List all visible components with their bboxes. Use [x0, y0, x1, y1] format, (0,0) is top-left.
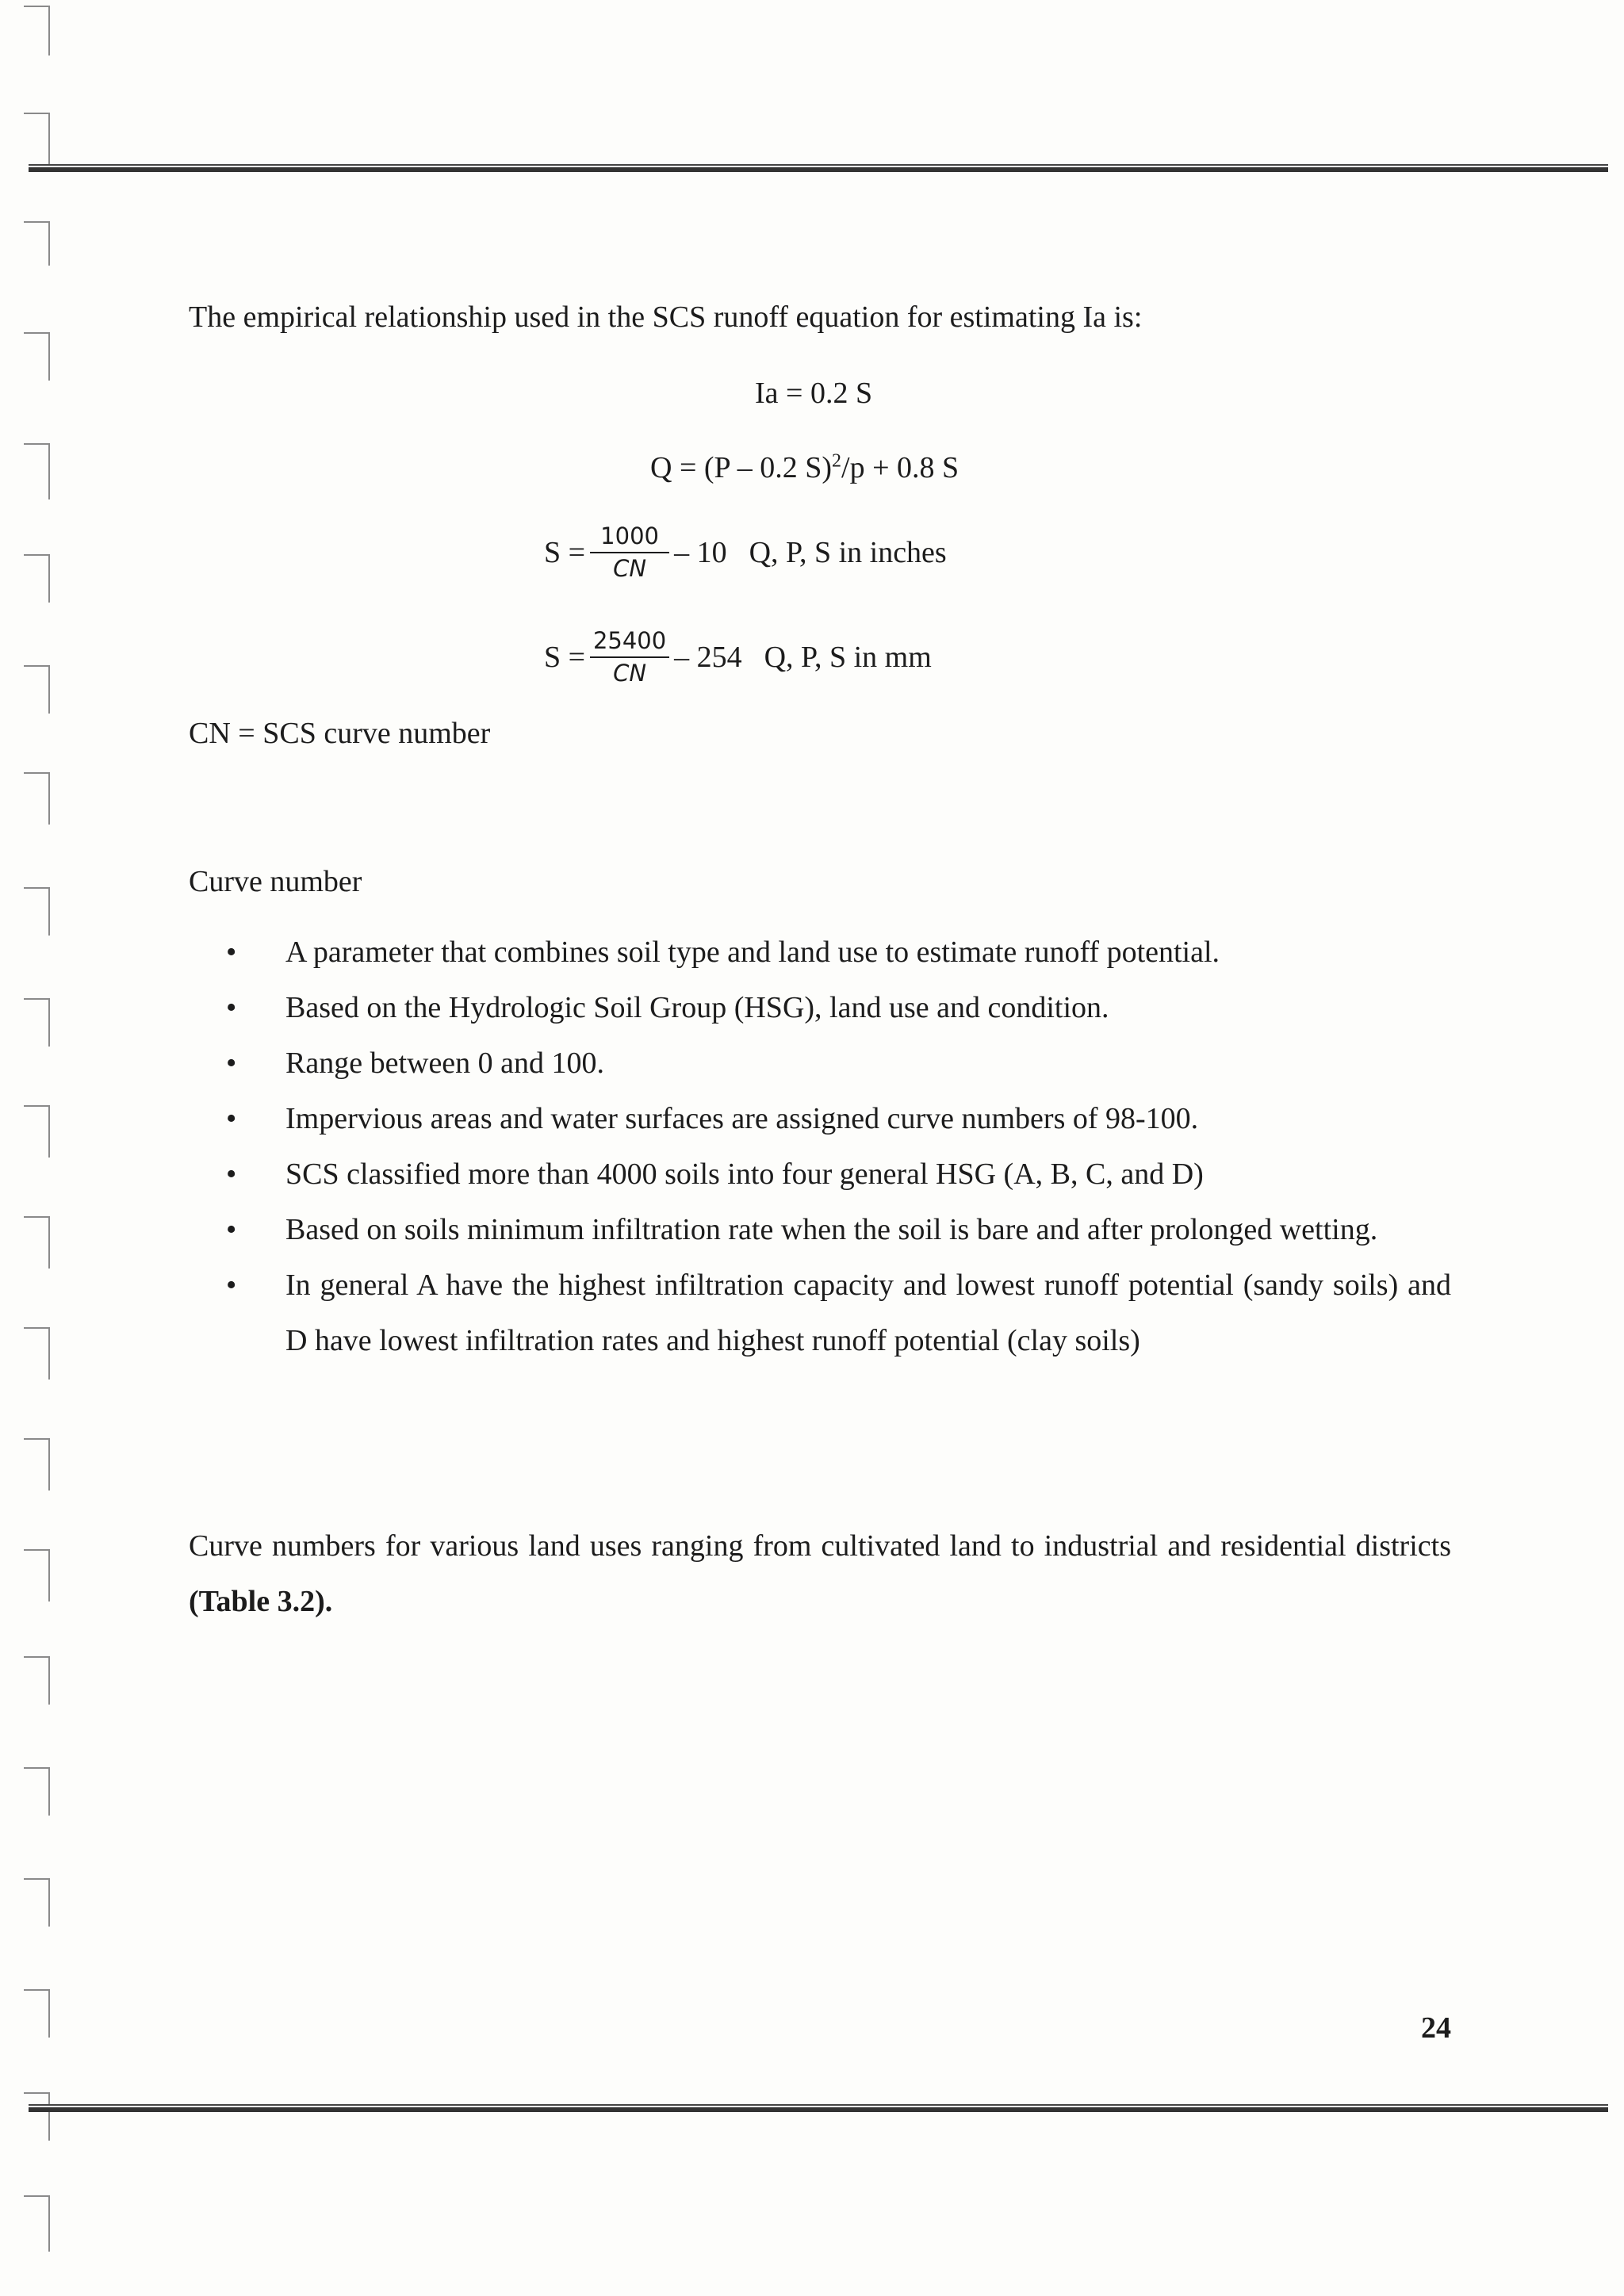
- top-rule: [29, 164, 1608, 172]
- table-reference: (Table 3.2).: [189, 1585, 333, 1618]
- equation-q: Q = (P – 0.2 S)$^2$/p + 0.8 S: [650, 450, 959, 484]
- closing-paragraph: Curve numbers for various land uses ranging from cultivated land to industrial and residential districts (Table 3.2).: [189, 1529, 1451, 1618]
- list-item: • SCS classified more than 4000 soils into four general HSG (A, B, C, and D): [226, 1158, 1204, 1191]
- page-number: 24: [1421, 2011, 1451, 2045]
- equation-ia: Ia = 0.2 S: [755, 377, 873, 410]
- equation-s-inches: S = $\frac{1000}{CN}$ – 10 Q, P, S in inches: [544, 522, 947, 583]
- list-item: • Based on the Hydrologic Soil Group (HSG), land use and condition.: [226, 991, 1109, 1024]
- list-item: • Range between 0 and 100.: [226, 1047, 605, 1080]
- bottom-rule: [29, 2104, 1608, 2112]
- fraction: $\frac{25400}{CN}$: [590, 628, 669, 687]
- list-item: • In general A have the highest infiltration capacity and lowest runoff potential (sandy soils) and D have lowest infiltration rates and highest runoff potential (clay soils): [226, 1269, 1451, 1357]
- bullet-list: [226, 924, 1451, 1368]
- equation-s-mm: S = $\frac{25400}{CN}$ – 254 Q, P, S in mm: [544, 627, 932, 687]
- list-item: • Based on soils minimum infiltration rate when the soil is bare and after prolonged wetting.: [226, 1213, 1378, 1246]
- binding-marks: [0, 0, 71, 2296]
- list-item: • Impervious areas and water surfaces are assigned curve numbers of 98-100.: [226, 1102, 1199, 1135]
- list-item: • A parameter that combines soil type and land use to estimate runoff potential.: [226, 936, 1220, 969]
- fraction: $\frac{1000}{CN}$: [590, 523, 669, 583]
- cn-definition: CN = SCS curve number: [189, 717, 491, 750]
- intro-text: The empirical relationship used in the SCS runoff equation for estimating Ia is:: [189, 300, 1143, 334]
- section-heading: Curve number: [189, 865, 362, 898]
